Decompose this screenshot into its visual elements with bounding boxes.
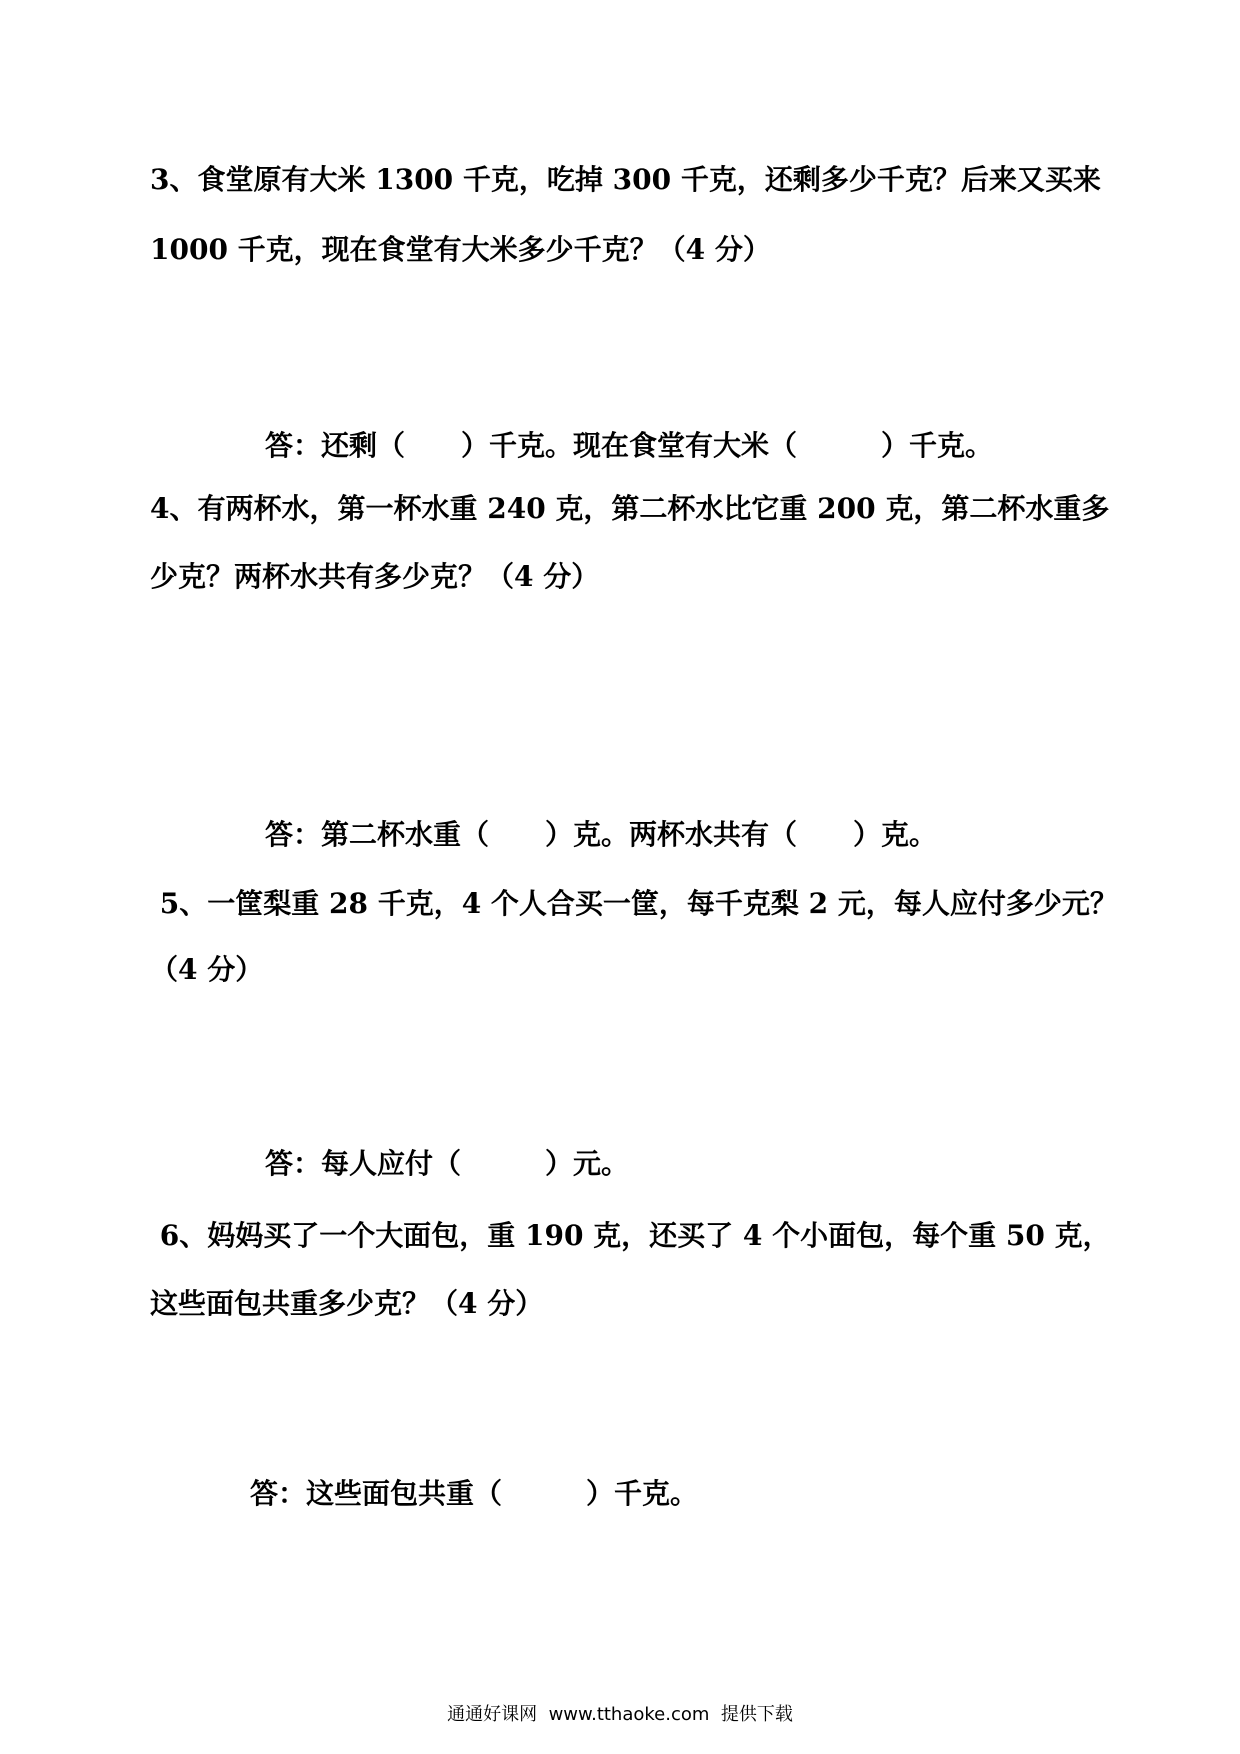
footer-text: 通通好课网 www.tthaoke.com 提供下载 [447,1704,793,1725]
question-3-line-1: 3、食堂原有大米 1300 千克，吃掉 300 千克，还剩多少千克？后来又买来 [150,163,1101,196]
question-3-answer: 答：还剩（ ）千克。现在食堂有大米（ ）千克。 [265,429,994,462]
question-5-line-2: （4 分） [150,953,264,986]
question-5-answer: 答：每人应付（ ）元。 [265,1147,630,1180]
question-6-answer: 答：这些面包共重（ ）千克。 [250,1477,699,1510]
question-5-line-1: 5、一筐梨重 28 千克，4 个人合买一筐，每千克梨 2 元，每人应付多少元？ [150,887,1118,920]
question-6-line-2: 这些面包共重多少克？（4 分） [150,1287,544,1320]
question-4-answer: 答：第二杯水重（ ）克。两杯水共有（ ）克。 [265,818,938,851]
question-4-line-2: 少克？两杯水共有多少克？（4 分） [150,560,600,593]
question-6-line-1: 6、妈妈买了一个大面包，重 190 克，还买了 4 个小面包，每个重 50 克， [150,1219,1111,1252]
question-4-line-1: 4、有两杯水，第一杯水重 240 克，第二杯水比它重 200 克，第二杯水重多 [150,492,1110,525]
question-3-line-2: 1000 千克，现在食堂有大米多少千克？（4 分） [150,233,771,266]
